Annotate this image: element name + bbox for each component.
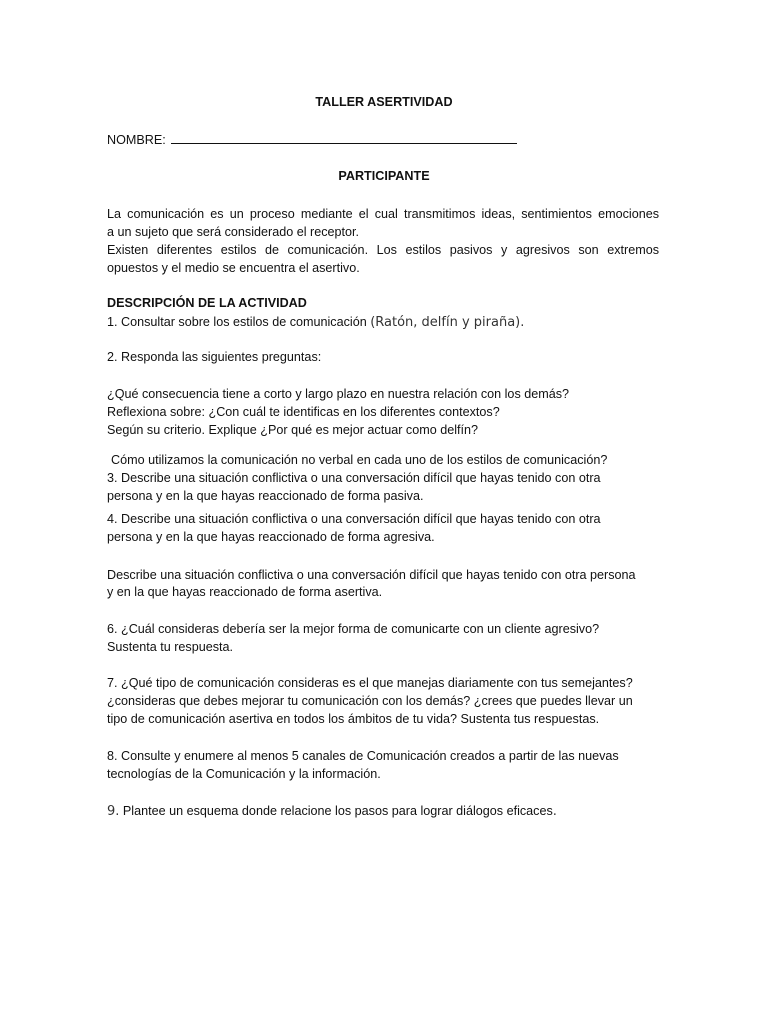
- question-1-text: 1. Consultar sobre los estilos de comunicación: [107, 315, 367, 329]
- question-9: [107, 802, 557, 821]
- name-blank-line[interactable]: [171, 131, 517, 144]
- question-4-line-1: 4. Describe una situación conflictiva o una conversación difícil que hayas tenido con otra: [107, 512, 601, 526]
- activity-heading: DESCRIPCIÓN DE LA ACTIVIDAD: [107, 296, 307, 310]
- sub-question-c: Según su criterio. Explique ¿Por qué es mejor actuar como delfín?: [107, 423, 479, 437]
- question-7-line-3: tipo de comunicación asertiva en todos los ámbitos de tu vida? Sustenta tus respuestas.: [107, 712, 600, 726]
- question-3-line-2: persona y en la que hayas reaccionado de forma pasiva.: [107, 489, 424, 503]
- question-6-line-2: Sustenta tu respuesta.: [107, 640, 234, 654]
- question-1-paren: (Ratón, delfín y piraña).: [370, 315, 525, 330]
- question-5-line-1: Describe una situación conflictiva o una conversación difícil que hayas tenido con otra persona: [107, 568, 636, 582]
- question-1: [107, 313, 524, 332]
- question-8-line-2: tecnologías de la Comunicación y la información.: [107, 767, 381, 781]
- question-8-line-1: 8. Consulte y enumere al menos 5 canales de Comunicación creados a partir de las nuevas: [107, 749, 619, 763]
- question-7-line-2: ¿consideras que debes mejorar tu comunicación con los demás? ¿crees que puedes llevar un: [107, 694, 633, 708]
- intro-paragraph: [107, 205, 659, 277]
- question-3-line-1: 3. Describe una situación conflictiva o una conversación difícil que hayas tenido con otra: [107, 471, 601, 485]
- question-5-line-2: y en la que hayas reaccionado de forma asertiva.: [107, 585, 383, 599]
- question-6-line-1: 6. ¿Cuál consideras debería ser la mejor forma de comunicarte con un cliente agresivo?: [107, 622, 600, 636]
- question-9-end: .: [552, 804, 557, 819]
- question-7-line-1: 7. ¿Qué tipo de comunicación consideras es el que manejas diariamente con tus semejantes?: [107, 676, 633, 690]
- participant-heading: PARTICIPANTE: [338, 169, 430, 183]
- question-9-number: 9.: [107, 804, 120, 819]
- question-2: 2. Responda las siguientes preguntas:: [107, 350, 322, 364]
- sub-question-b: Reflexiona sobre: ¿Con cuál te identificas en los diferentes contextos?: [107, 405, 500, 419]
- document-title: TALLER ASERTIVIDAD: [315, 95, 453, 109]
- sub-question-a: ¿Qué consecuencia tiene a corto y largo plazo en nuestra relación con los demás?: [107, 387, 570, 401]
- nonverbal-question: Cómo utilizamos la comunicación no verbal en cada uno de los estilos de comunicación?: [111, 453, 608, 467]
- intro-line-4: opuestos y el medio se encuentra el asertivo.: [107, 261, 360, 275]
- intro-line-2: a un sujeto que será considerado el receptor.: [107, 225, 360, 239]
- question-4-line-2: persona y en la que hayas reaccionado de forma agresiva.: [107, 530, 435, 544]
- name-field-row: [107, 131, 517, 149]
- intro-line-3: Existen diferentes estilos de comunicación. Los estilos pasivos y agresivos son extremos: [107, 243, 659, 257]
- intro-line-1: La comunicación es un proceso mediante el cual transmitimos ideas, sentimientos emociones: [107, 207, 659, 221]
- name-label: NOMBRE:: [107, 133, 166, 147]
- question-9-text: Plantee un esquema donde relacione los pasos para lograr diálogos eficaces: [122, 804, 553, 818]
